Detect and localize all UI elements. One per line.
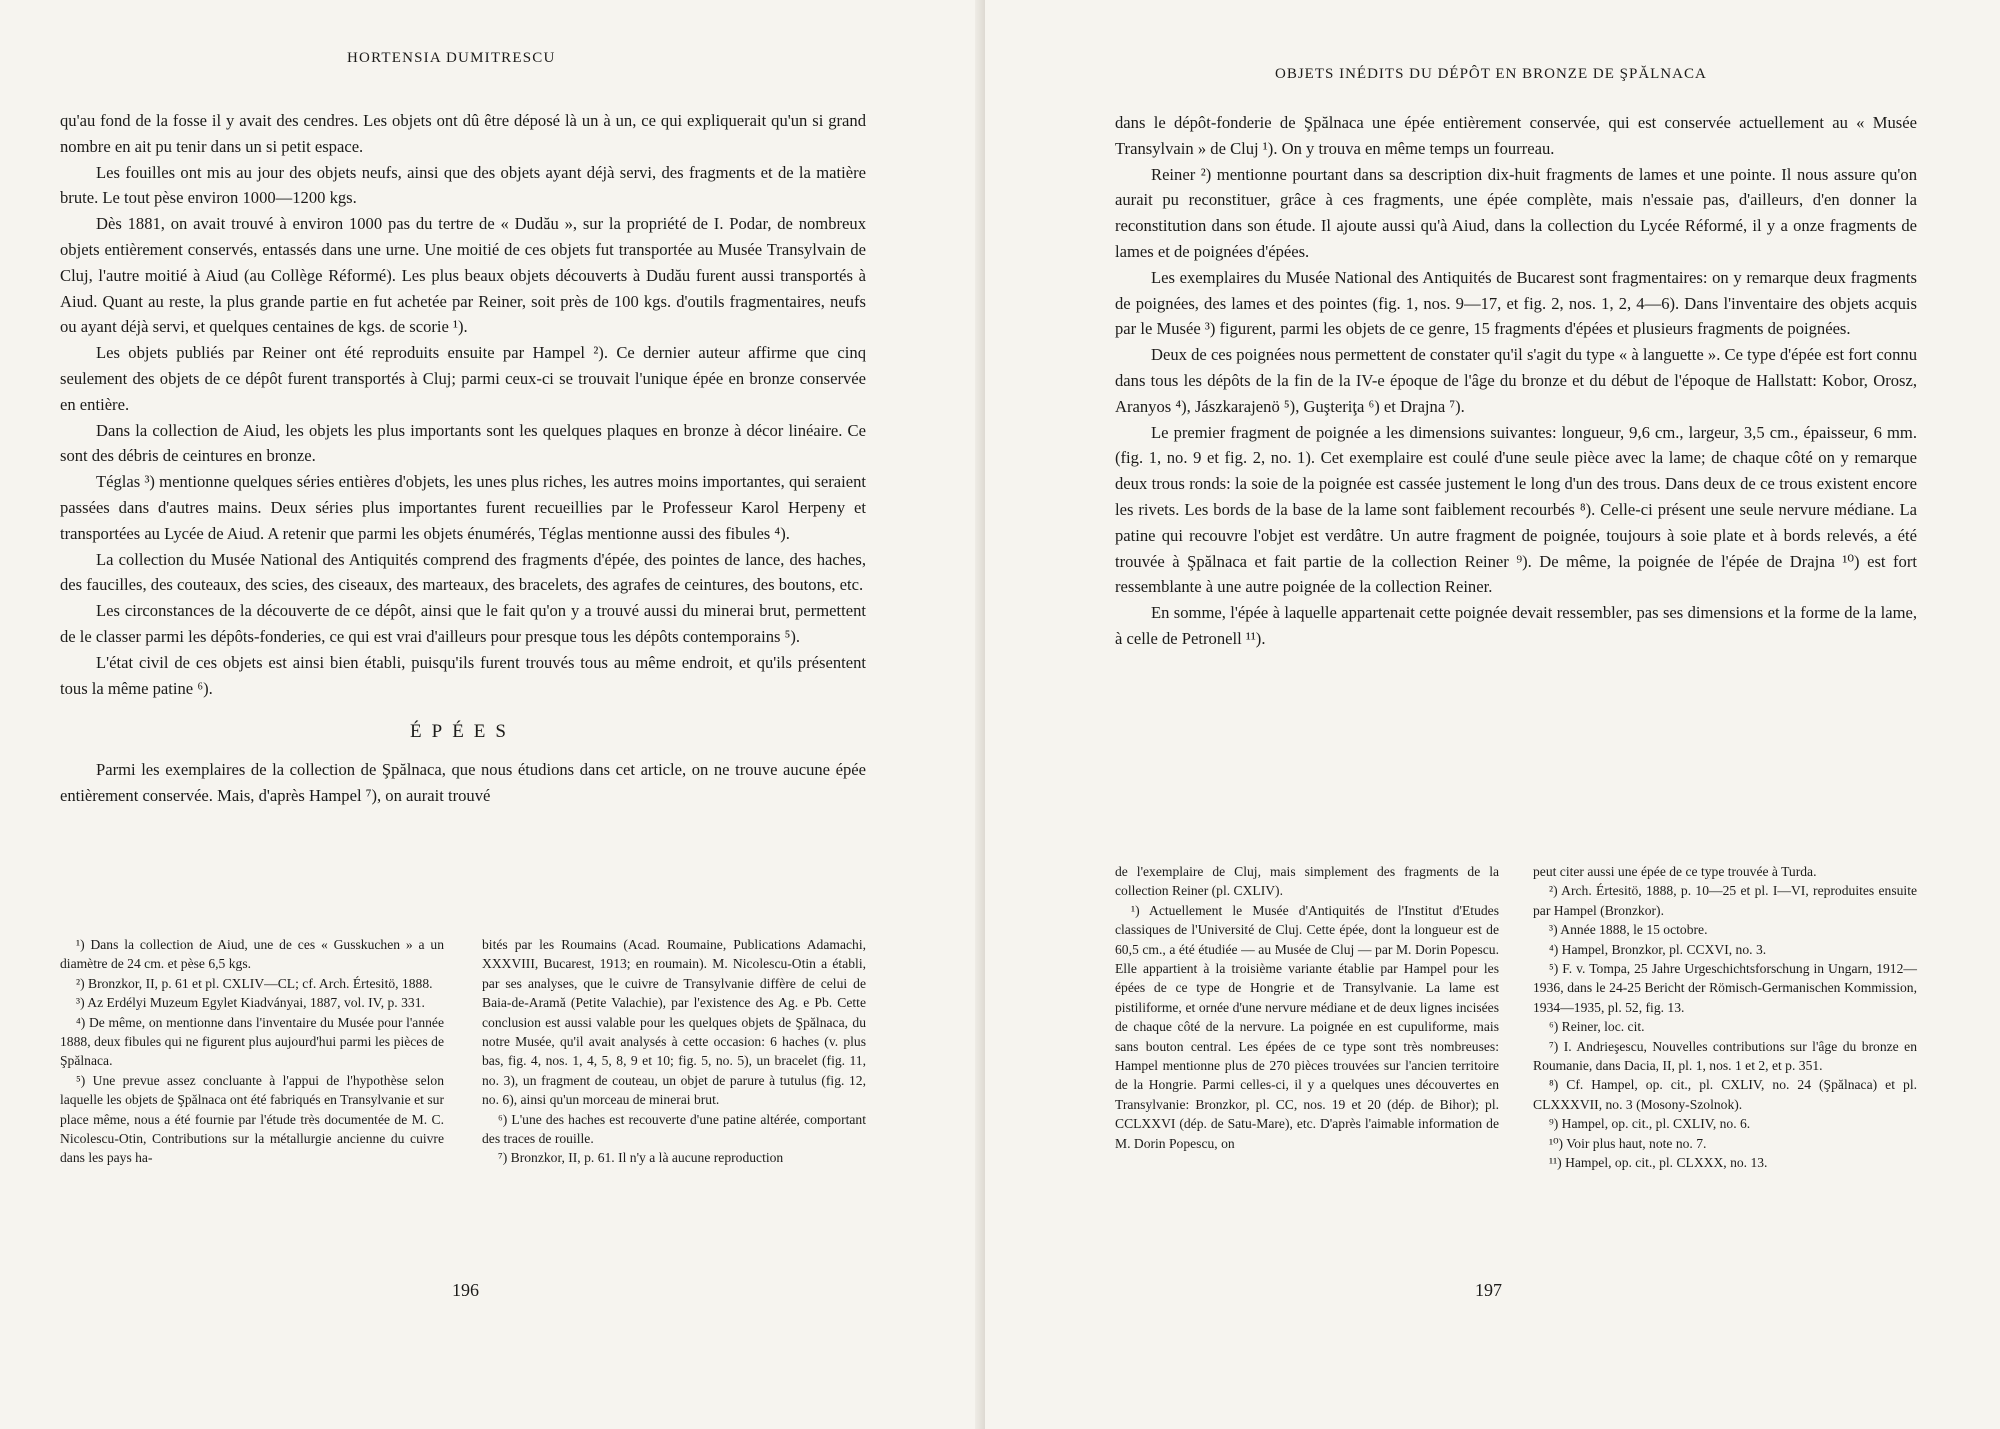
footnote: ¹) Dans la collection de Aiud, une de ces « Gusskuchen » a un diamètre de 24 cm. et pèse 6,5 kgs. [60, 937, 444, 972]
paragraph: Les circonstances de la découverte de ce dépôt, ainsi que le fait qu'on y a trouvé aussi du minerai brut, permettent de le classer parmi les dépôts-fonderies, ce qui est vrai d'ailleurs pour presque tous les dépôts contemporains ⁵). [60, 601, 866, 646]
paragraph: qu'au fond de la fosse il y avait des cendres. Les objets ont dû être déposé là un à un, ce qui expliquerait qu'un si grand nombre en ait pu tenir dans un si petit espace. [60, 111, 866, 156]
footnote: ²) Bronzkor, II, p. 61 et pl. CXLIV—CL; cf. Arch. Értesitö, 1888. [76, 975, 433, 991]
page-number: 197 [1475, 1280, 1502, 1300]
right-page [985, 0, 2000, 1429]
paragraph: Deux de ces poignées nous permettent de constater qu'il s'agit du type « à languette ». Ce type d'épée est fort connu dans tous les dépôts de la fin de la IV-e époque de l'âge du bronze et du début de l'époque de Hallstatt: Kobor, Orosz, Aranyos ⁴), Jászkarajenö ⁵), Guşteriţa ⁶) et Drajna ⁷). [1115, 345, 1917, 416]
footnote-column-1 [1115, 862, 1499, 1173]
footnote: bités par les Roumains (Acad. Roumaine, Publications Adamachi, XXXVIII, Bucarest, 1913; en roumain). M. Nicolescu-Otin a établi, par ses analyses, que le cuivre de Transylvanie diffère de celui de Baia-de-Aramă (Petite Valachie), par l'existence des Ag. e Pb. Cette conclusion est aussi valable pour les quelques objets de Şpălnaca, du notre Musée, qu'il avait analysés à cette occasion: 6 haches (v. plus bas, fig. 4, nos. 1, 4, 5, 8, 9 et 10; fig. 5, no. 5), un bracelet (fig. 11, no. 3), un fragment de couteau, un objet de parure à tutulus (fig. 12, no. 6), ainsi qu'un morceau de minerai brut. [482, 937, 866, 1108]
footnotes [1115, 862, 1917, 1173]
footnote: ³) Année 1888, le 15 octobre. [1549, 922, 1708, 938]
footnote: ⁷) Bronzkor, II, p. 61. Il n'y a là aucune reproduction [498, 1150, 784, 1166]
footnote-column-2 [482, 935, 866, 1168]
footnote: ¹¹) Hampel, op. cit., pl. CLXXX, no. 13. [1549, 1155, 1768, 1171]
running-head: HORTENSIA DUMITRESCU [347, 50, 556, 66]
footnote: ⁸) Cf. Hampel, op. cit., pl. CXLIV, no. 24 (Şpălnaca) et pl. CLXXXVII, no. 3 (Mosony-Szolnok). [1533, 1077, 1917, 1112]
footnote: ³) Az Erdélyi Muzeum Egylet Kiadványai, 1887, vol. IV, p. 331. [76, 995, 425, 1011]
paragraph: Parmi les exemplaires de la collection de Şpălnaca, que nous étudions dans cet article, on ne trouve aucune épée entièrement conservée. Mais, d'après Hampel ⁷), on aurait trouvé [60, 760, 866, 805]
footnote-column-1 [60, 935, 444, 1168]
footnote: ⁷) I. Andrieşescu, Nouvelles contributions sur l'âge du bronze en Roumanie, dans Dacia, II, pl. 1, nos. 1 et 2, et p. 351. [1533, 1038, 1917, 1074]
paragraph: Les fouilles ont mis au jour des objets neufs, ainsi que des objets ayant déjà servi, des fragments et de la matière brute. Le tout pèse environ 1000—1200 kgs. [60, 162, 866, 208]
paragraph: L'état civil de ces objets est ainsi bien établi, puisqu'ils furent trouvés tous au même endroit, et qu'ils présentent tous la même patine ⁶). [60, 652, 866, 698]
paragraph: La collection du Musée National des Antiquités comprend des fragments d'épée, des pointes de lance, des haches, des faucilles, des couteaux, des scies, des ciseaux, des marteaux, des bracelets, des agrafes de ceintures, des boutons, etc. [60, 549, 866, 595]
section-heading: ÉPÉES [410, 721, 516, 743]
footnote: peut citer aussi une épée de ce type trouvée à Turda. [1533, 864, 1817, 879]
footnote: ⁴) Hampel, Bronzkor, pl. CCXVI, no. 3. [1549, 941, 1767, 957]
footnote: ⁵) F. v. Tompa, 25 Jahre Urgeschichtsforschung in Ungarn, 1912—1936, dans le 24-25 Bericht der Römisch-Germanischen Kommission, 1934—1935, pl. 52, fig. 13. [1533, 961, 1917, 1015]
footnote: ⁴) De même, on mentionne dans l'inventaire du Musée pour l'année 1888, deux fibules qui ne figurent plus aujourd'hui parmi les pièces de Şpălnaca. [60, 1014, 444, 1069]
footnote: ²) Arch. Értesitö, 1888, p. 10—25 et pl. I—VI, reproduites ensuite par Hampel (Bronzkor). [1533, 883, 1917, 918]
footnote: ⁶) L'une des haches est recouverte d'une patine altérée, comportant des traces de rouille. [482, 1111, 866, 1147]
footnote: ¹⁰) Voir plus haut, note no. 7. [1549, 1135, 1707, 1151]
paragraph: dans le dépôt-fonderie de Şpălnaca une épée entièrement conservée, qui est conservée actuellement au « Musée Transylvain » de Cluj ¹). On y trouva en même temps un fourreau. [1115, 113, 1917, 158]
paragraph: Les exemplaires du Musée National des Antiquités de Bucarest sont fragmentaires: on y remarque deux fragments de poignées, des lames et des pointes (fig. 1, nos. 9—17, et fig. 2, nos. 1, 2, 4—6). Dans l'inventaire des objets acquis par le Musée ³) figurent, parmi les objets de ce genre, 15 fragments d'épées et plusieurs fragments de poignées. [1115, 267, 1917, 339]
footnote: ¹) Actuellement le Musée d'Antiquités de l'Institut d'Etudes classiques de l'Université de Cluj. Cette épée, dont la longueur est de 60,5 cm., a été étudiée — au Musée de Cluj — par M. Dorin Popescu. Elle appartient à la troisième variante établie par Hampel pour les épées de ce type de Hongrie et de Transylvanie. La lame est pistiliforme, et ornée d'une nervure médiane et de deux lignes incisées de chaque côté de la nervure. La poignée en est cupuliforme, mais sans bouton central. Les épées de ce type sont très nombreuses: Hampel mentionne plus de 270 pièces trouvées sur l'ancien territoire de la Hongrie. Parmi celles-ci, il y a quelques unes découvertes en Transylvanie: Bronzkor, pl. CC, nos. 19 et 20 (dép. de Bihor); pl. CCLXXVI (dép. de Satu-Mare), etc. D'après l'aimable information de M. Dorin Popescu, on [1115, 902, 1499, 1151]
left-page [0, 0, 985, 1429]
paragraph: Téglas ³) mentionne quelques séries entières d'objets, les unes plus riches, les autres moins importantes, qui seraient passées dans d'autres mains. Deux séries plus importantes furent recueillies par le Professeur Karol Herpeny et transportées au Lycée de Aiud. A retenir que parmi les objets énumérés, Téglas mentionne aussi des fibules ⁴). [60, 472, 866, 543]
paragraph: Le premier fragment de poignée a les dimensions suivantes: longueur, 9,6 cm., largeur, 3,5 cm., épaisseur, 6 mm. (fig. 1, no. 9 et fig. 2, no. 1). Cet exemplaire est coulé d'une seule pièce avec la lame; de chaque côté on y remarque deux trous ronds: la soie de la poignée est cassée justement le long d'un des trous. Dans deux de ce trous existent encore les rivets. Les bords de la base de la lame sont faiblement recourbés ⁸). Celle-ci présent une seule nervure médiane. La patine qui recouvre l'objet est verdâtre. Un autre fragment de poignée, toujours à soie plate et à bords relevés, a été trouvée à Şpălnaca et fait partie de la collection Reiner ⁹). De même, la poignée de l'épée de Drajna ¹⁰) est fort ressemblante à une autre poignée de la collection Reiner. [1115, 422, 1917, 597]
running-head: OBJETS INÉDITS DU DÉPÔT EN BRONZE DE ŞPĂLNACA [1275, 66, 1707, 82]
paragraph: Dans la collection de Aiud, les objets les plus importants sont les quelques plaques en bronze à décor linéaire. Ce sont des débris de ceintures en bronze. [60, 420, 866, 466]
footnote: ⁵) Une prevue assez concluante à l'appui de l'hypothèse selon laquelle les objets de Şpălnaca ont été fabriqués en Transylvanie et sur place même, nous a été fournie par l'étude très documentée de M. C. Nicolescu-Otin, Contributions sur la métallurgie ancienne du cuivre dans les pays ha- [60, 1072, 444, 1166]
paragraph: Dès 1881, on avait trouvé à environ 1000 pas du tertre de « Dudău », sur la propriété de I. Podar, de nombreux objets entièrement conservés, entassés dans une urne. Une moitié de ces objets fut transportée au Musée Transylvain de Cluj, l'autre moitié à Aiud (au Collège Réformé). Les plus beaux objets découverts à Dudău furent aussi transportés à Aiud. Quant au reste, la plus grande partie en fut achetée par Reiner, soit près de 100 kgs. d'outils fragmentaires, neufs ou ayant déjà servi, et quelques centaines de kgs. de scorie ¹). [60, 214, 866, 337]
page-number: 196 [452, 1280, 479, 1300]
paragraph: Reiner ²) mentionne pourtant dans sa description dix-huit fragments de lames et une pointe. Il nous assure qu'on aurait pu reconstituer, grâce à ces fragments, une épée complète, mais n'essaie pas, d'ailleurs, d'en donner la reconstitution dans son étude. Il ajoute aussi qu'à Aiud, dans la collection du Lycée Réformé, il y a onze fragments de lames et de poignées d'épées. [1115, 164, 1917, 261]
body-text [60, 108, 866, 809]
footnotes [60, 935, 866, 1168]
footnote: ⁹) Hampel, op. cit., pl. CXLIV, no. 6. [1549, 1116, 1751, 1132]
footnote: de l'exemplaire de Cluj, mais simplement des fragments de la collection Reiner (pl. CXLIV). [1115, 864, 1499, 899]
paragraph: Les objets publiés par Reiner ont été reproduits ensuite par Hampel ²). Ce dernier auteur affirme que cinq seulement des objets de ce dépôt furent transportés à Cluj; parmi ceux-ci se trouvait l'unique épée en bronze conservée en entière. [60, 343, 866, 414]
footnote: ⁶) Reiner, loc. cit. [1549, 1019, 1645, 1035]
body-text [1115, 110, 1917, 652]
paragraph: En somme, l'épée à laquelle appartenait cette poignée devait ressembler, pas ses dimensions et la forme de la lame, à celle de Petronell ¹¹). [1115, 603, 1917, 648]
footnote-column-2 [1533, 862, 1917, 1173]
